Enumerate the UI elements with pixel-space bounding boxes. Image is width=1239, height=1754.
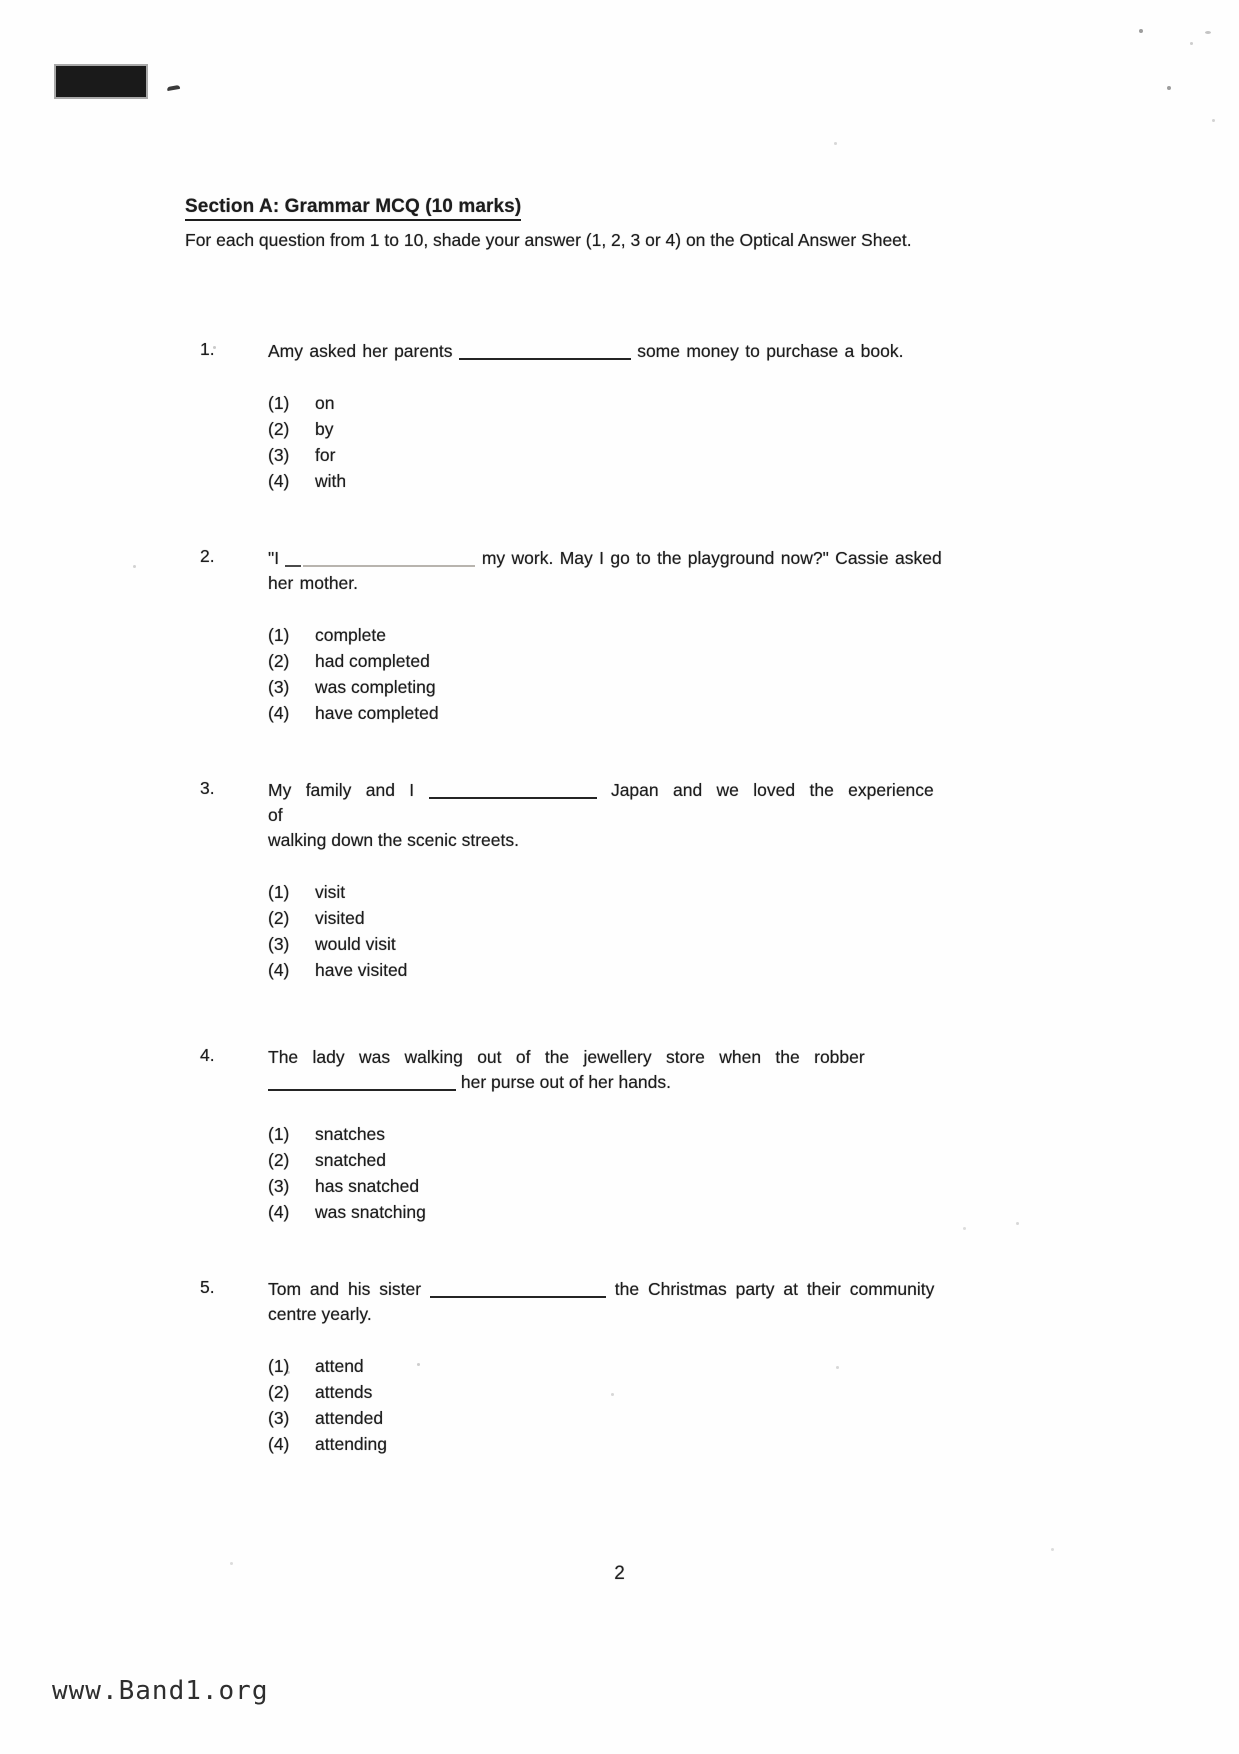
question-3 [185, 778, 951, 983]
answer-blank [285, 550, 301, 567]
option-text: with [315, 471, 347, 491]
option-row [268, 905, 951, 931]
answer-blank [459, 343, 631, 360]
option-row [268, 674, 951, 700]
option-label: (1) [268, 882, 290, 902]
question-4 [185, 1045, 951, 1225]
watermark: www.Band1.org [52, 1676, 269, 1706]
option-text: for [315, 445, 336, 465]
option-row [268, 648, 951, 674]
option-row [268, 879, 951, 905]
stem-line-2: her mother. [268, 573, 359, 593]
option-text: attends [315, 1382, 373, 1402]
question-number: 1. [200, 339, 215, 359]
option-text: would visit [315, 934, 396, 954]
option-label: (2) [268, 1382, 290, 1402]
answer-blank [430, 1281, 606, 1298]
question-stem [268, 1277, 951, 1327]
scan-speck [1051, 1548, 1054, 1551]
stem-line-1: Tom and his sister the Christmas party at their community [268, 1279, 935, 1299]
option-label: (4) [268, 471, 290, 491]
option-text: visit [315, 882, 346, 902]
option-text: have visited [315, 960, 408, 980]
options-list [268, 1353, 951, 1457]
option-label: (3) [268, 677, 290, 697]
scan-speck [133, 565, 136, 568]
redacted-school-name-box [56, 66, 146, 97]
option-label: (2) [268, 908, 290, 928]
option-label: (1) [268, 393, 290, 413]
option-label: (2) [268, 651, 290, 671]
option-label: (1) [268, 625, 290, 645]
scan-artifact-dash [167, 85, 180, 91]
option-row [268, 416, 951, 442]
question-stem [268, 546, 951, 596]
option-row [268, 1379, 951, 1405]
stem-line-1: The lady was walking out of the jewellery store when the robber [268, 1047, 865, 1067]
question-number: 5. [200, 1277, 215, 1297]
question-stem [268, 778, 951, 853]
options-list [268, 879, 951, 983]
stem-line-2: centre yearly. [268, 1304, 372, 1324]
option-label: (4) [268, 1202, 290, 1222]
option-text: attending [315, 1434, 388, 1454]
option-text: visited [315, 908, 365, 928]
scan-speck [1167, 86, 1171, 90]
exam-content [185, 196, 951, 1457]
question-1 [185, 339, 951, 494]
option-row [268, 1173, 951, 1199]
options-list [268, 622, 951, 726]
page-number: 2 [614, 1563, 625, 1584]
option-text: on [315, 393, 335, 413]
scan-speck [1139, 29, 1143, 33]
scan-speck [1205, 31, 1211, 34]
option-row [268, 622, 951, 648]
option-row [268, 1147, 951, 1173]
stem-line-1: "I my work. May I go to the playground now?" Cassie asked [268, 548, 942, 568]
option-label: (4) [268, 960, 290, 980]
option-label: (2) [268, 419, 290, 439]
section-title: Section A: Grammar MCQ (10 marks) [185, 196, 521, 221]
option-row [268, 1121, 951, 1147]
answer-blank [429, 782, 597, 799]
section-instructions: For each question from 1 to 10, shade your answer (1, 2, 3 or 4) on the Optical Answer Sheet. [185, 230, 912, 250]
option-text: have completed [315, 703, 439, 723]
scan-speck [1190, 42, 1193, 45]
option-text: was completing [315, 677, 436, 697]
option-text: had completed [315, 651, 430, 671]
option-text: complete [315, 625, 387, 645]
option-row [268, 1431, 951, 1457]
option-label: (2) [268, 1150, 290, 1170]
question-number: 4. [200, 1045, 215, 1065]
question-2 [185, 546, 951, 726]
option-row [268, 442, 951, 468]
scan-speck [963, 1227, 966, 1230]
options-list [268, 390, 951, 494]
option-text: was snatching [315, 1202, 426, 1222]
stem-line-2: walking down the scenic streets. [268, 830, 519, 850]
option-text: snatches [315, 1124, 386, 1144]
option-text: attend [315, 1356, 364, 1376]
option-text: snatched [315, 1150, 387, 1170]
scan-speck [1212, 119, 1215, 122]
question-5 [185, 1277, 951, 1457]
option-text: by [315, 419, 334, 439]
answer-blank [303, 550, 475, 567]
question-number: 3. [200, 778, 215, 798]
option-label: (1) [268, 1356, 290, 1376]
option-text: attended [315, 1408, 384, 1428]
scan-speck [1016, 1222, 1019, 1225]
scan-speck [834, 142, 837, 145]
option-row [268, 1199, 951, 1225]
option-row [268, 700, 951, 726]
option-row [268, 468, 951, 494]
option-label: (3) [268, 1408, 290, 1428]
options-list [268, 1121, 951, 1225]
option-text: has snatched [315, 1176, 420, 1196]
stem-line-2: her purse out of her hands. [268, 1070, 951, 1095]
option-label: (3) [268, 445, 290, 465]
option-row [268, 1405, 951, 1431]
option-label: (4) [268, 1434, 290, 1454]
question-stem: Amy asked her parents some money to purchase a book. [268, 341, 904, 361]
option-row [268, 1353, 951, 1379]
option-label: (3) [268, 1176, 290, 1196]
section-heading-row [185, 196, 951, 221]
question-number: 2. [200, 546, 215, 566]
question-stem [268, 1045, 951, 1095]
option-label: (1) [268, 1124, 290, 1144]
option-row [268, 931, 951, 957]
option-label: (4) [268, 703, 290, 723]
option-label: (3) [268, 934, 290, 954]
option-row [268, 390, 951, 416]
option-row [268, 957, 951, 983]
answer-blank [268, 1074, 456, 1091]
stem-line-1: My family and I Japan and we loved the experience of [268, 780, 934, 825]
